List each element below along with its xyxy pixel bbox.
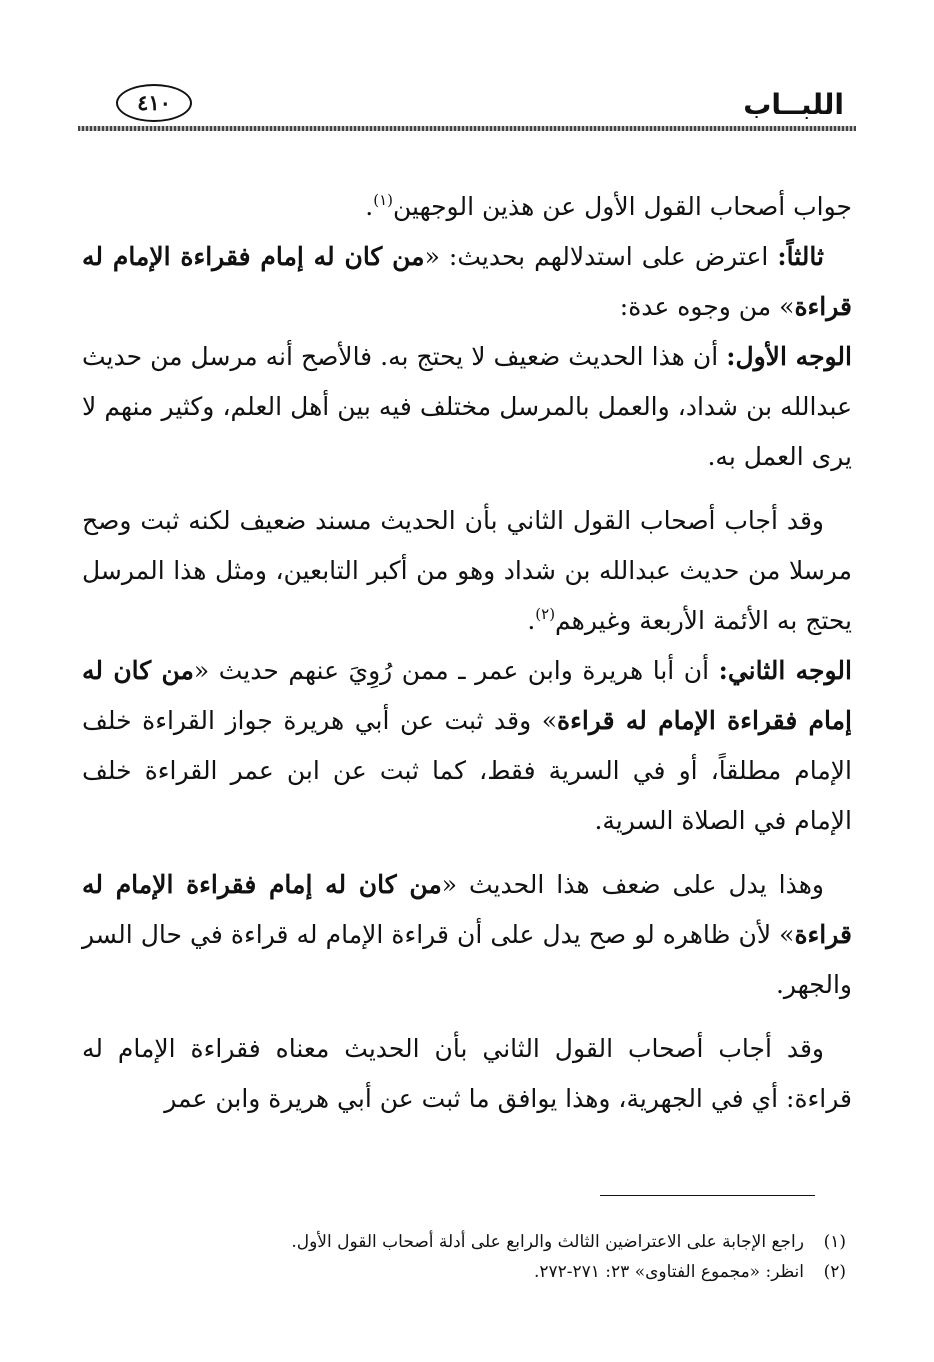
paragraph-4 xyxy=(82,496,852,646)
page-number-badge: ٤١٠ xyxy=(116,84,192,122)
header-divider xyxy=(78,126,856,131)
paragraph-text: اعترض على استدلالهم بحديث: « xyxy=(424,242,778,271)
paragraph-1 xyxy=(82,182,852,232)
page-header xyxy=(78,78,856,128)
hadith-quote: من كان له إمام فقراءة الإمام له قراءة xyxy=(82,656,852,735)
paragraph-text: » من وجوه عدة: xyxy=(619,292,795,321)
footnote-ref-1: (١) xyxy=(373,191,393,209)
paragraph-text: أن هذا الحديث ضعيف لا يحتج به. فالأصح أنه مرسل من حديث عبدالله بن شداد، والعمل بالمرسل مختلف فيه بين أهل العلم، وكثير منهم لا يرى العمل به. xyxy=(82,342,852,471)
footnote-ref-2: (٢) xyxy=(535,605,556,623)
paragraph-end: . xyxy=(365,192,374,221)
paragraph-text: » لأن ظاهره لو صح يدل على أن قراءة الإمام له قراءة في حال السر والجهر. xyxy=(82,920,852,999)
hadith-quote: من كان له إمام فقراءة الإمام له قراءة xyxy=(82,870,852,949)
paragraph-text: وقد أجاب أصحاب القول الثاني بأن الحديث مسند ضعيف لكنه ثبت وصح مرسلا من حديث عبدالله بن شداد وهو من أكبر التابعين، ومثل هذا المرسل يحتج به الأئمة الأربعة وغيرهم xyxy=(82,506,852,635)
footnotes xyxy=(110,1227,846,1287)
footnote-text: انظر: «مجموع الفتاوى» ٢٣: ٢٧١-٢٧٢. xyxy=(533,1262,804,1282)
hadith-quote: من كان له إمام فقراءة الإمام له قراءة xyxy=(82,242,852,321)
paragraph-text: وهذا يدل على ضعف هذا الحديث « xyxy=(441,870,824,899)
footnote-number: (٢) xyxy=(823,1262,846,1282)
paragraph-text: وقد أجاب أصحاب القول الثاني بأن الحديث معناه فقراءة الإمام له قراءة: أي في الجهرية، وهذا يوافق ما ثبت عن أبي هريرة وابن عمر xyxy=(82,1034,852,1113)
main-text xyxy=(82,182,852,1124)
paragraph-text: جواب أصحاب القول الأول عن هذين الوجهين xyxy=(393,192,852,221)
paragraph-text: » وقد ثبت عن أبي هريرة جواز القراءة خلف الإمام مطلقاً، أو في السرية فقط، كما ثبت عن ابن عمر القراءة خلف الإمام في الصلاة السرية. xyxy=(82,706,852,835)
paragraph-text: أن أبا هريرة وابن عمر ـ ممن رُوِيَ عنهم حديث « xyxy=(193,656,719,685)
footnote-1 xyxy=(110,1227,846,1257)
footnote-2 xyxy=(110,1257,846,1287)
section-lead: ثالثاً: xyxy=(777,242,824,271)
paragraph-5 xyxy=(82,646,852,846)
paragraph-3 xyxy=(82,332,852,482)
footnote-text: راجع الإجابة على الاعتراضين الثالث والرابع على أدلة أصحاب القول الأول. xyxy=(291,1232,804,1252)
paragraph-end: . xyxy=(527,606,536,635)
paragraph-2 xyxy=(82,232,852,332)
section-lead: الوجه الأول: xyxy=(726,342,852,371)
footnote-divider xyxy=(600,1195,815,1196)
paragraph-6 xyxy=(82,860,852,1010)
book-title: اللبــاب xyxy=(743,88,844,121)
section-lead: الوجه الثاني: xyxy=(718,656,852,685)
footnote-number: (١) xyxy=(823,1232,846,1252)
paragraph-7 xyxy=(82,1024,852,1124)
